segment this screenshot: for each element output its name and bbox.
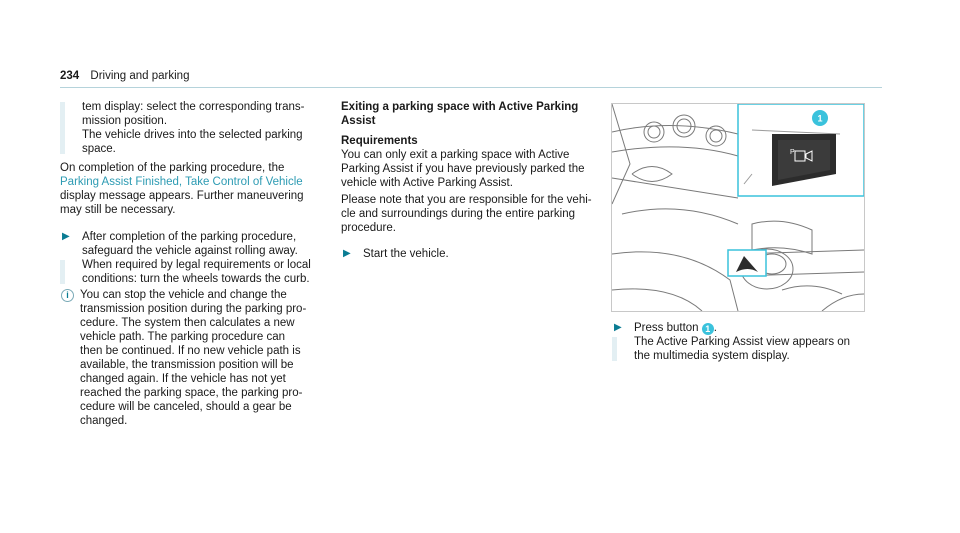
text-line: vehicle path. The parking procedure can	[80, 331, 286, 343]
step-prefix: Press button	[634, 322, 699, 334]
text-line: cle and surroundings during the entire parking	[341, 208, 575, 220]
step-suffix: .	[713, 322, 717, 334]
svg-text:P: P	[790, 149, 795, 156]
instruction-step	[60, 230, 335, 258]
text-line: procedure.	[341, 222, 396, 234]
text-line: The vehicle drives into the selected parking	[82, 129, 303, 141]
text-line: Start the vehicle.	[363, 248, 449, 260]
text-line: When required by legal requirements or local	[82, 259, 311, 271]
tip-note	[60, 288, 335, 428]
instruction-step	[341, 247, 601, 261]
text-line: mission position.	[82, 115, 168, 127]
section-title: Driving and parking	[90, 70, 190, 82]
text-line: You can only exit a parking space with Active	[341, 149, 570, 161]
text-line: reached the parking space, the parking pro-	[80, 387, 303, 399]
text-line: display message appears. Further maneuvering	[60, 190, 304, 202]
column-right	[612, 321, 882, 363]
section-heading: Assist	[341, 115, 376, 127]
column-middle	[341, 100, 601, 261]
page-number: 234	[60, 70, 80, 82]
text-line: the multimedia system display.	[634, 350, 790, 362]
text-line: space.	[82, 143, 116, 155]
requirements-heading: Requirements	[341, 135, 418, 147]
text-line: available, the transmission position will be	[80, 359, 294, 371]
text-line: cedure. The system then calculates a new	[80, 317, 295, 329]
text-line: changed.	[80, 415, 128, 427]
continued-result	[60, 100, 335, 156]
text-line: Please note that you are responsible for the vehi-	[341, 194, 592, 206]
text-line: then be continued. If no new vehicle path is	[80, 345, 301, 357]
section-heading: Exiting a parking space with Active Parking	[341, 101, 579, 113]
text-line: may still be necessary.	[60, 204, 176, 216]
step-arrow-icon: ▶	[62, 231, 70, 242]
result-bar	[60, 102, 65, 154]
text-line: On completion of the parking procedure, the	[60, 162, 285, 174]
step-text	[634, 321, 882, 335]
text-line: You can stop the vehicle and change the	[80, 289, 287, 301]
text-line: cedure will be canceled, should a gear be	[80, 401, 292, 413]
header-rule	[60, 87, 882, 88]
column-left	[60, 100, 335, 428]
tip-lightbulb-icon: i	[61, 289, 74, 302]
result-bar	[60, 260, 65, 284]
step-arrow-icon: ▶	[614, 322, 622, 333]
text-line: safeguard the vehicle against rolling away.	[82, 245, 298, 257]
step-arrow-icon: ▶	[343, 248, 351, 259]
page-header	[60, 70, 189, 82]
step-condition	[60, 258, 335, 286]
step-result	[612, 335, 882, 363]
text-line: Parking Assist if you have previously parked the	[341, 163, 585, 175]
result-bar	[612, 337, 617, 361]
display-message-name: Parking Assist Finished, Take Control of Vehicle	[60, 176, 303, 188]
dashboard-illustration	[611, 103, 865, 312]
text-line: vehicle with Active Parking Assist.	[341, 177, 513, 189]
text-line: After completion of the parking procedure,	[82, 231, 297, 243]
text-line: transmission position during the parking pro-	[80, 303, 307, 315]
callout-number: 1	[817, 113, 823, 124]
text-line: changed again. If the vehicle has not yet	[80, 373, 286, 385]
text-line: conditions: turn the wheels towards the curb.	[82, 273, 310, 285]
instruction-step	[612, 321, 882, 335]
callout-badge: 1	[702, 323, 714, 335]
dashboard-drawing	[612, 104, 864, 311]
text-line: tem display: select the corresponding trans-	[82, 101, 305, 113]
text-line: The Active Parking Assist view appears on	[634, 336, 851, 348]
